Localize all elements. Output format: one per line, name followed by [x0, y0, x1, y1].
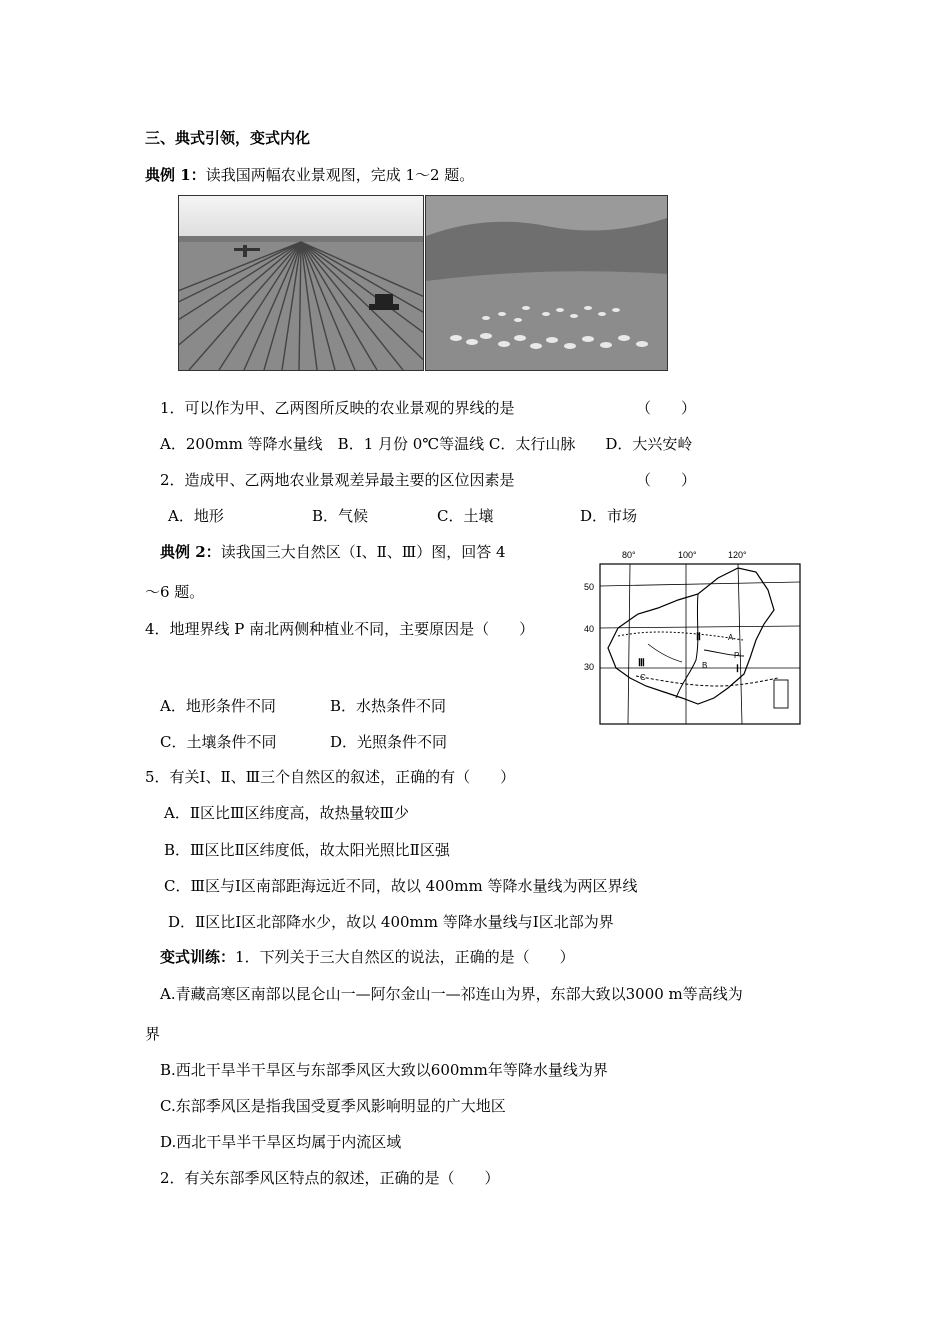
variant-q1-line [160, 947, 575, 967]
example2-label: 典例 2 [160, 543, 206, 561]
q5-option-c: C．Ⅲ区与Ⅰ区南部距海远近不同，故以 400mm 等降水量线为两区界线 [164, 877, 638, 895]
variant-q1-option-a-cont: 界 [145, 1025, 161, 1043]
grassland-photo [425, 195, 668, 371]
example1-colon: ： [190, 166, 206, 184]
q2-option-d: D．市场 [580, 507, 638, 525]
map-point-label-a: A [728, 633, 734, 642]
map-point-label-p: P [734, 651, 740, 660]
example2-colon: ： [205, 543, 221, 561]
map-lat-label-50: 50 [584, 582, 595, 592]
q5-option-a: A．Ⅱ区比Ⅲ区纬度高，故热量较Ⅲ少 [164, 804, 409, 822]
china-map-icon [578, 548, 802, 728]
q1-answer-paren: （ ） [636, 399, 697, 417]
example1-intro: 读我国两幅农业景观图，完成 1～2 题。 [205, 166, 475, 184]
example2-intro-cont: ～6 题。 [145, 583, 205, 601]
q4-option-c: C．土壤条件不同 [160, 733, 277, 751]
q5-option-d: D．Ⅱ区比Ⅰ区北部降水少，故以 400mm 等降水量线与Ⅰ区北部为界 [168, 913, 614, 931]
map-lon-label-120: 120° [728, 550, 747, 560]
q5-stem: 5．有关Ⅰ、Ⅱ、Ⅲ三个自然区的叙述，正确的有（ ） [145, 768, 516, 786]
q2-option-a: A．地形 [168, 507, 224, 525]
q4-option-b: B．水热条件不同 [330, 697, 447, 715]
q5-option-b: B．Ⅲ区比Ⅱ区纬度低，故太阳光照比Ⅱ区强 [164, 841, 450, 859]
q1-stem: 1．可以作为甲、乙两图所反映的农业景观的界线的是 [160, 399, 515, 417]
variant-colon: ： [220, 948, 236, 966]
map-lon-label-80: 80° [622, 550, 636, 560]
map-region-label-1: Ⅰ [736, 664, 739, 675]
map-lon-label-100: 100° [678, 550, 697, 560]
farmland-photo [178, 195, 424, 371]
map-point-label-c: C [640, 673, 646, 682]
section-title: 三、典式引领，变式内化 [145, 129, 311, 147]
q4-option-d: D．光照条件不同 [330, 733, 448, 751]
example1-line [145, 165, 474, 185]
variant-q1-option-d: D.西北干旱半干旱区均属于内流区域 [160, 1133, 402, 1151]
variant-q1-option-c: C.东部季风区是指我国受夏季风影响明显的广大地区 [160, 1097, 506, 1115]
q1-options: A．200mm 等降水量线 B．1 月份 0℃等温线 C．太行山脉 D．大兴安岭 [160, 435, 693, 453]
map-lat-label-40: 40 [584, 624, 595, 634]
variant-q1-option-b: B.西北干旱半干旱区与东部季风区大致以600mm年等降水量线为界 [160, 1061, 608, 1079]
farmland-image-icon [179, 196, 423, 370]
example1-label: 典例 1 [145, 166, 191, 184]
grassland-image-icon [426, 196, 667, 370]
q2-stem: 2．造成甲、乙两地农业景观差异最主要的区位因素是 [160, 471, 515, 489]
q2-option-b: B．气候 [312, 507, 369, 525]
china-natural-regions-map [578, 548, 802, 728]
map-point-label-b: B [702, 661, 708, 670]
map-region-label-2: Ⅱ [696, 632, 701, 643]
q2-option-c: C．土壤 [437, 507, 494, 525]
map-lat-label-30: 30 [584, 662, 595, 672]
variant-label: 变式训练 [160, 948, 221, 966]
variant-q1-option-a: A.青藏高寒区南部以昆仑山一—阿尔金山一—祁连山为界，东部大致以3000 m等高线为 [160, 985, 743, 1003]
q4-stem: 4．地理界线 P 南北两侧种植业不同，主要原因是（ ） [145, 620, 535, 638]
variant-q1-stem: 1．下列关于三大自然区的说法，正确的是（ ） [235, 948, 575, 966]
q2-answer-paren: （ ） [636, 471, 697, 489]
q4-option-a: A．地形条件不同 [160, 697, 276, 715]
example2-intro: 读我国三大自然区（Ⅰ、Ⅱ、Ⅲ）图，回答 4 [220, 543, 506, 561]
variant-q2-stem: 2．有关东部季风区特点的叙述，正确的是（ ） [160, 1169, 500, 1187]
map-region-label-3: Ⅲ [638, 658, 645, 669]
example2-line [160, 542, 506, 562]
